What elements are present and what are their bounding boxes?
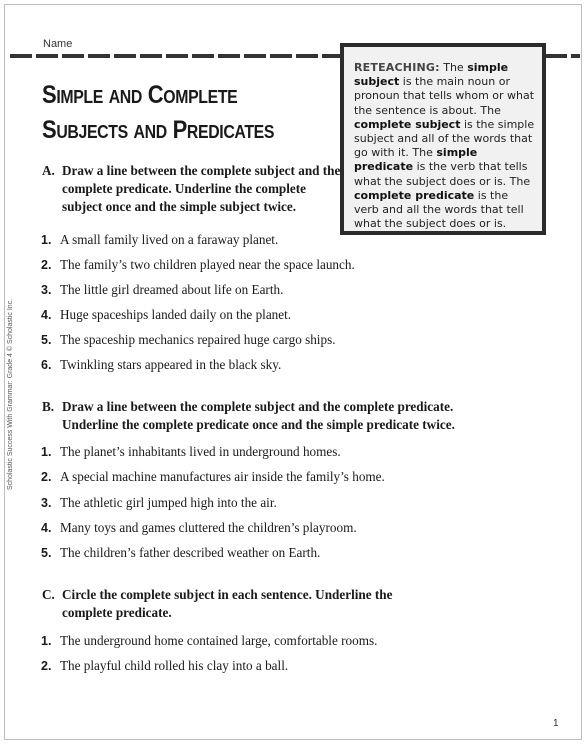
- list-item: [41, 256, 355, 274]
- item-text: Many toys and games cluttered the children’s playroom.: [60, 520, 357, 535]
- item-number: 4.: [41, 308, 52, 322]
- list-item: [41, 468, 385, 486]
- list-item: [41, 657, 288, 675]
- item-number: 1.: [41, 445, 52, 459]
- item-number: 3.: [41, 496, 52, 510]
- item-number: 1.: [41, 233, 52, 247]
- item-text: The planet’s inhabitants lived in underground homes.: [60, 444, 341, 459]
- item-text: A special machine manufactures air inside the family’s home.: [60, 469, 385, 484]
- term-complete-predicate: complete predicate: [354, 188, 475, 202]
- list-item: [41, 231, 278, 249]
- reteaching-label: RETEACHING:: [354, 61, 440, 74]
- item-text: The playful child rolled his clay into a ball.: [60, 658, 289, 673]
- list-item: [41, 281, 283, 299]
- item-text: The athletic girl jumped high into the air.: [60, 495, 277, 510]
- item-text: The underground home contained large, comfortable rooms.: [60, 633, 378, 648]
- item-text: The spaceship mechanics repaired huge cargo ships.: [60, 332, 336, 347]
- reteaching-text: is the verb and all the words that tell what the subject does or is.: [354, 188, 524, 231]
- list-item: [41, 306, 291, 324]
- list-item: [41, 443, 341, 461]
- list-item: [41, 331, 336, 349]
- title-line-2: Subjects and Predicates: [42, 116, 275, 144]
- name-label: Name: [43, 38, 73, 50]
- item-number: 1.: [41, 634, 52, 648]
- item-number: 3.: [41, 283, 52, 297]
- reteaching-text: is the main noun or pronoun that tells whom or what the sentence is about. The: [354, 75, 535, 117]
- instruction-text: Circle the complete subject in each sentence. Underline the complete predicate.: [62, 587, 393, 620]
- item-number: 5.: [41, 546, 52, 560]
- section-letter: B.: [42, 399, 55, 414]
- item-text: A small family lived on a faraway planet.: [60, 232, 279, 247]
- list-item: [41, 356, 281, 374]
- item-text: The little girl dreamed about life on Earth.: [60, 282, 284, 297]
- reteaching-text: is the verb that tells what the subject does or is. The: [354, 160, 531, 188]
- item-text: The family’s two children played near the space launch.: [60, 257, 355, 272]
- item-text: Huge spaceships landed daily on the planet.: [60, 307, 292, 322]
- item-number: 6.: [41, 358, 52, 372]
- term-simple-predicate: simple predicate: [354, 146, 478, 174]
- item-text: Twinkling stars appeared in the black sky.: [60, 357, 282, 372]
- side-credit-text: Scholastic Success With Grammar: Grade 4 © Scholastic Inc.: [7, 298, 14, 490]
- reteaching-text: is the simple subject and all of the words that go with it. The: [354, 117, 535, 160]
- instruction-text: Draw a line between the complete subject and the complete predicate. Underline the complete predicate once and the simple predicate twice.: [62, 399, 455, 432]
- list-item: [41, 544, 320, 562]
- name-line: [10, 54, 342, 58]
- item-number: 2.: [41, 258, 52, 272]
- section-letter: A.: [42, 163, 55, 178]
- section-c-instruction: [42, 586, 442, 622]
- item-number: 5.: [41, 333, 52, 347]
- reteaching-text: The: [439, 61, 468, 74]
- item-number: 4.: [41, 521, 52, 535]
- section-b-instruction: [42, 398, 492, 434]
- page-title: [42, 78, 306, 148]
- list-item: [41, 632, 377, 650]
- term-complete-subject: complete subject: [354, 117, 461, 131]
- section-letter: C.: [42, 587, 55, 602]
- page-number: 1: [553, 718, 559, 729]
- title-line-1: Simple and Complete: [42, 81, 238, 109]
- list-item: [41, 519, 357, 537]
- item-number: 2.: [41, 659, 52, 673]
- item-number: 2.: [41, 470, 52, 484]
- instruction-text: Draw a line between the complete subject and the complete predicate. Underline the complete subject once and the simple subject twice.: [62, 163, 341, 214]
- term-simple-subject: simple subject: [354, 61, 509, 89]
- name-line-end: [545, 54, 580, 58]
- reteaching-box: [340, 43, 546, 235]
- item-text: The children’s father described weather on Earth.: [60, 545, 321, 560]
- section-a-instruction: [42, 162, 342, 216]
- list-item: [41, 494, 277, 512]
